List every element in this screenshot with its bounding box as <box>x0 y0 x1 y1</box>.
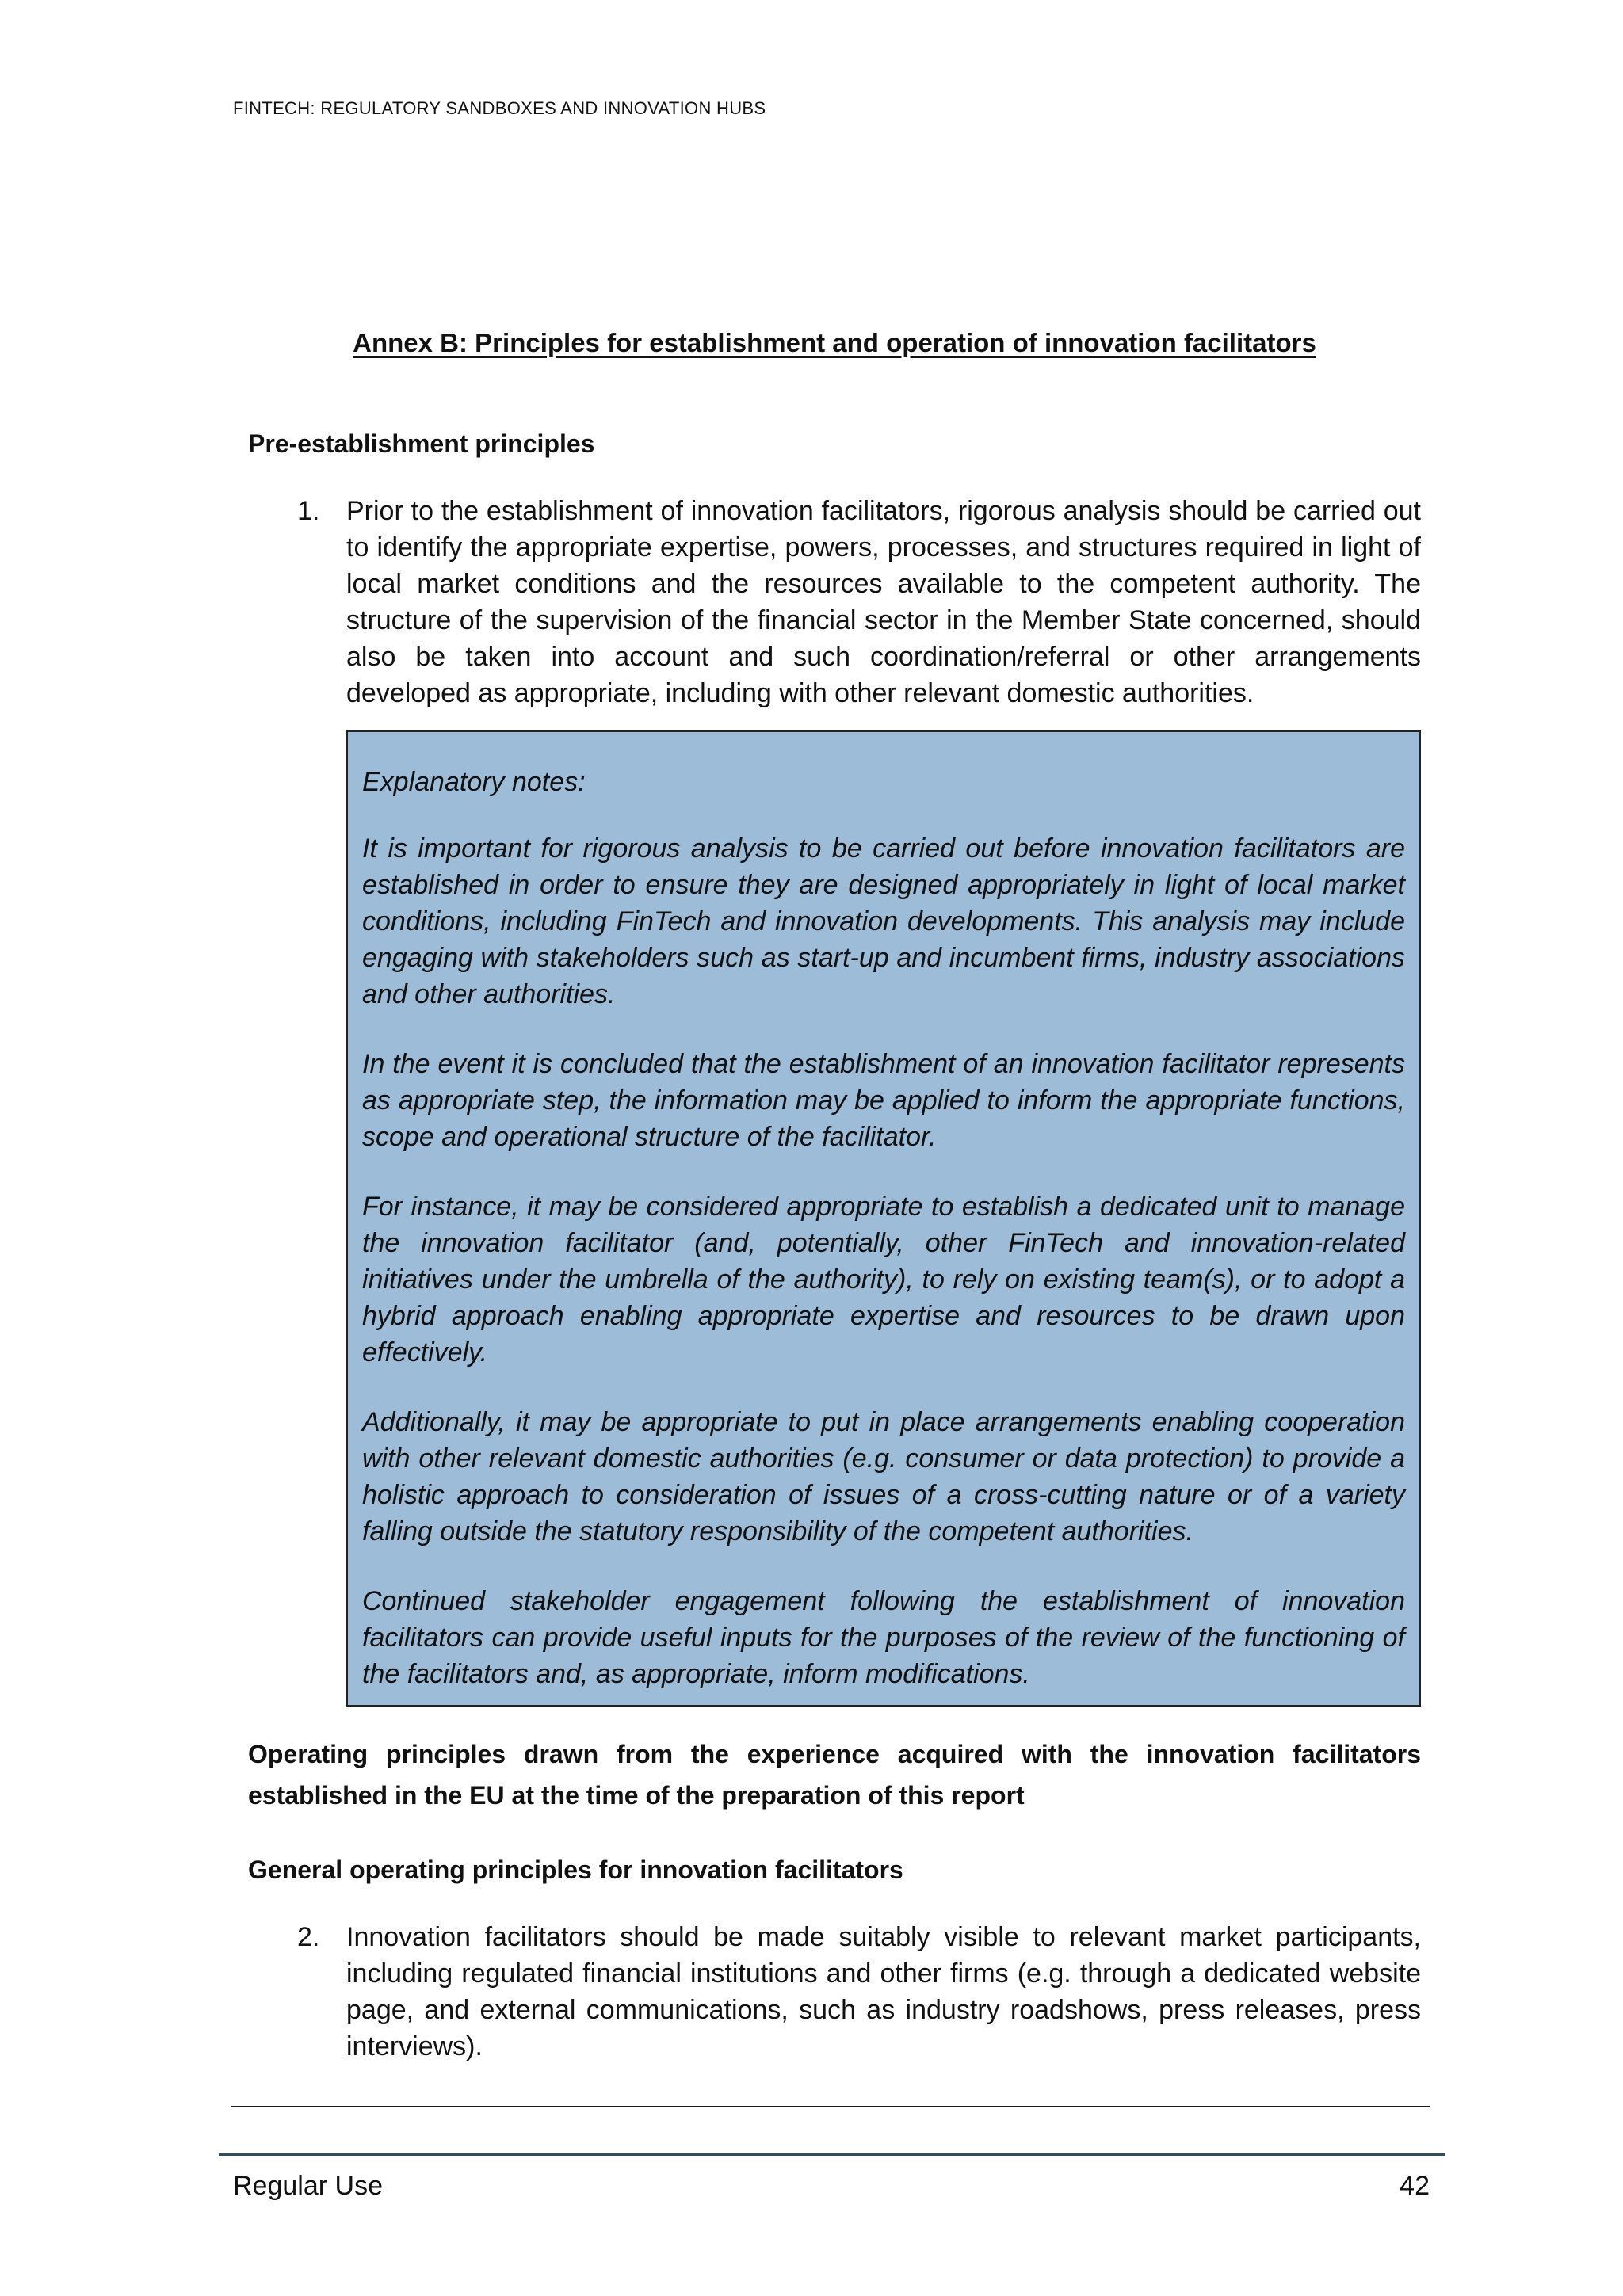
general-operating-heading: General operating principles for innovation facilitators <box>248 1855 903 1884</box>
principle-text: Prior to the establishment of innovation facilitators, rigorous analysis should be carried out to identify the appropriate expertise, powers, processes, and structures required in light of local market conditions and the resources available to the competent authority. The structure of the supervision of the financial sector in the Member State concerned, should also be taken into account and such coordination/referral or other arrangements developed as appropriate, including with other relevant domestic authorities. <box>346 496 1421 708</box>
pre-establishment-heading: Pre-establishment principles <box>248 429 595 458</box>
footer-classification: Regular Use <box>233 2171 383 2201</box>
operating-principles-heading: Operating principles drawn from the experience acquired with the innovation facilitators established in the EU at the time of the preparation of this report <box>248 1740 1421 1810</box>
explanatory-note-paragraph: Additionally, it may be appropriate to put in place arrangements enabling cooperation with other relevant domestic authorities (e.g. consumer or data protection) to provide a holistic approach to consideration of issues of a cross-cutting nature or of a variety falling outside the statutory responsibility of the competent authorities. <box>362 1407 1405 1547</box>
explanatory-notes-title: Explanatory notes: <box>362 767 586 797</box>
principle-number: 2. <box>297 1922 320 1952</box>
page-content <box>248 325 1421 2065</box>
annex-title: Annex B: Principles for establishment and operation of innovation facilitators <box>353 328 1316 357</box>
running-header: FINTECH: REGULATORY SANDBOXES AND INNOVATION HUBS <box>233 98 766 118</box>
explanatory-note-paragraph: It is important for rigorous analysis to be carried out before innovation facilitators are established in order to ensure they are designed appropriately in light of local market conditions, including FinTech and innovation developments. This analysis may include engaging with stakeholders such as start-up and incumbent firms, industry associations and other authorities. <box>362 833 1405 1009</box>
explanatory-note-paragraph: For instance, it may be considered appropriate to establish a dedicated unit to manage the innovation facilitator (and, potentially, other FinTech and innovation-related initiatives under the umbrella of the authority), to rely on existing team(s), or to adopt a hybrid approach enabling appropriate expertise and resources to be drawn upon effectively. <box>362 1192 1405 1367</box>
explanatory-notes-box <box>346 730 1421 1707</box>
page-number: 42 <box>1400 2171 1430 2201</box>
explanatory-note-paragraph: In the event it is concluded that the establishment of an innovation facilitator represents as appropriate step, the information may be applied to inform the appropriate functions, scope and operational structure of the facilitator. <box>362 1049 1405 1152</box>
content-end-rule <box>231 2106 1430 2107</box>
principle-text: Innovation facilitators should be made suitably visible to relevant market participants, including regulated financial institutions and other firms (e.g. through a dedicated website page, and external communications, such as industry roadshows, press releases, press interviews). <box>346 1922 1421 2061</box>
principle-1 <box>297 493 1421 711</box>
explanatory-note-paragraph: Continued stakeholder engagement following the establishment of innovation facilitators can provide useful inputs for the purposes of the review of the functioning of the facilitators and, as appropriate, inform modifications. <box>362 1586 1405 1689</box>
principle-number: 1. <box>297 496 320 526</box>
footer-rule <box>219 2153 1445 2156</box>
principle-2 <box>297 1919 1421 2065</box>
